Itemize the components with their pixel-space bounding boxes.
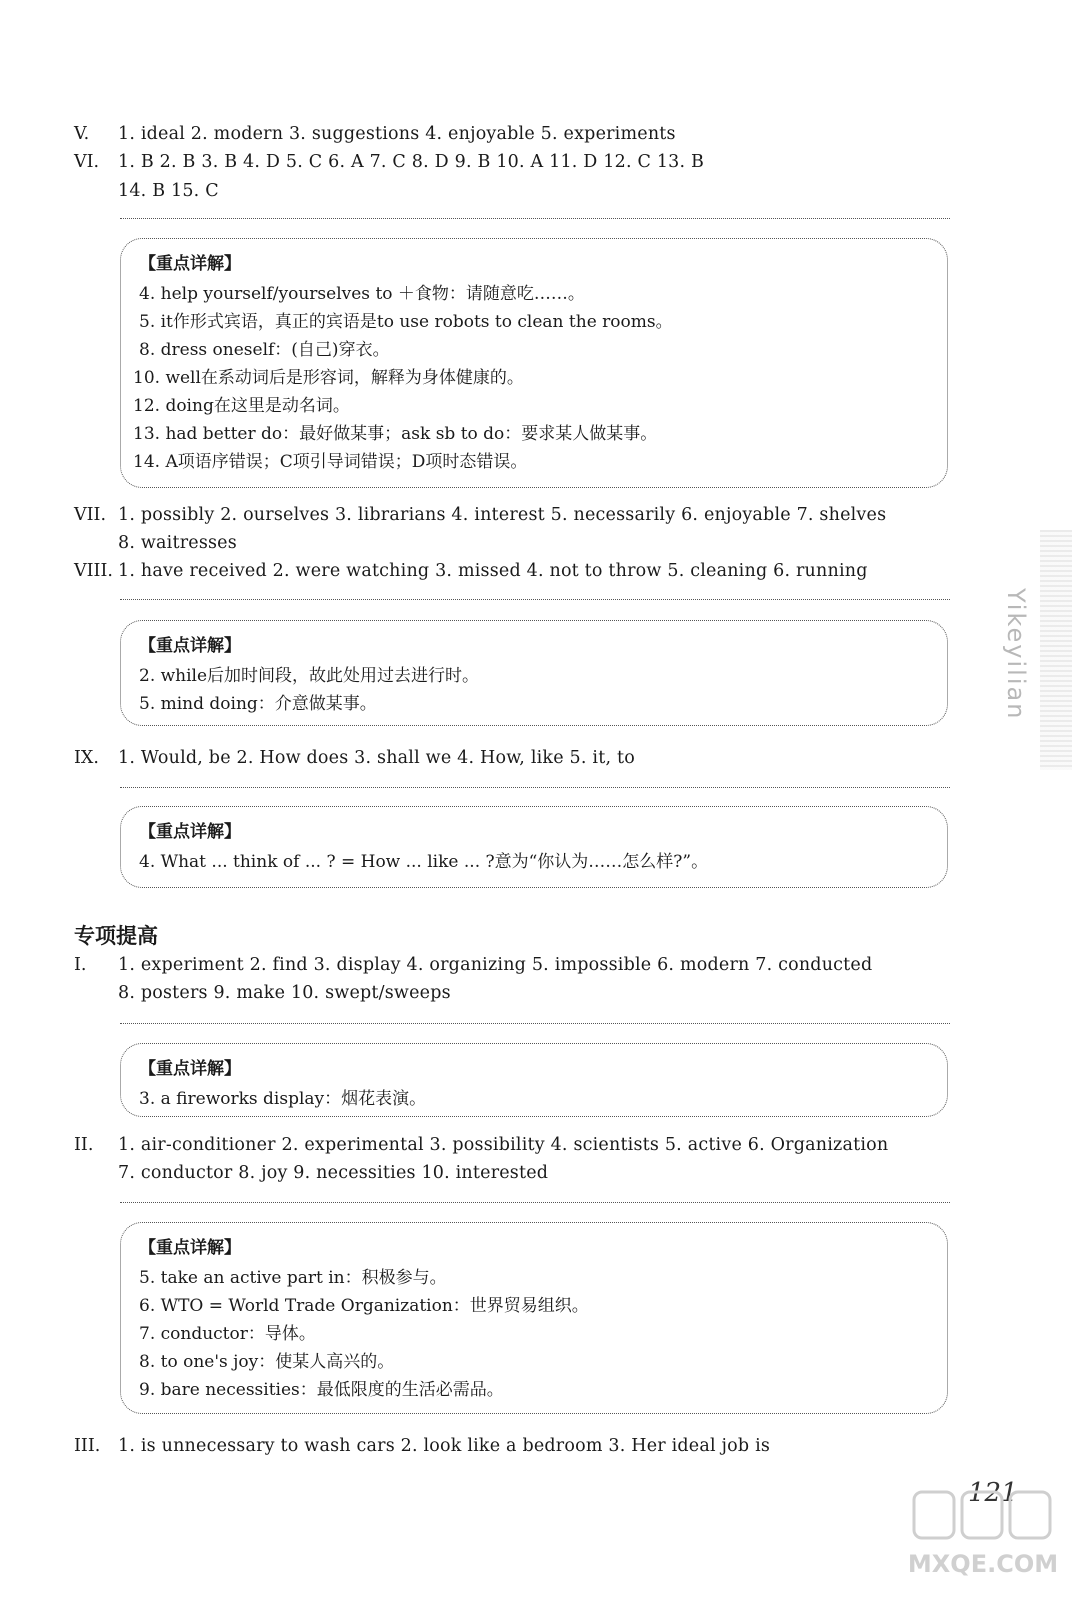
section-title: 专项提高 <box>74 924 158 948</box>
key-point-item: 9. bare necessities：最低限度的生活必需品。 <box>139 1380 504 1400</box>
section-label-v: V. <box>74 124 90 144</box>
key-point-item: 5. mind doing：介意做某事。 <box>139 694 377 714</box>
key-points-box <box>120 620 948 726</box>
answer-line-v: 1. ideal 2. modern 3. suggestions 4. enjoyable 5. experiments <box>118 124 676 144</box>
key-points-box <box>120 1222 948 1414</box>
key-point-item: 12. doing在这里是动名词。 <box>133 396 350 416</box>
key-points-title: 【重点详解】 <box>139 1238 241 1258</box>
side-watermark-text: Yikeyilian <box>1002 588 1030 721</box>
key-points-title: 【重点详解】 <box>139 636 241 656</box>
section-label-vi: VI. <box>74 152 100 172</box>
dotted-divider <box>120 218 950 219</box>
answer-line-ii-2: 7. conductor 8. joy 9. necessities 10. interested <box>118 1163 549 1183</box>
watermark-text: MXQE.COM <box>908 1550 1058 1578</box>
key-point-item: 8. to one's joy：使某人高兴的。 <box>139 1352 395 1372</box>
answer-line-vii-1: 1. possibly 2. ourselves 3. librarians 4. interest 5. necessarily 6. enjoyable 7. shelves <box>118 505 887 525</box>
key-point-item: 3. a fireworks display：烟花表演。 <box>139 1089 427 1109</box>
section-label-viii: VIII. <box>74 561 113 581</box>
answer-line-ix: 1. Would, be 2. How does 3. shall we 4. How, like 5. it, to <box>118 748 635 768</box>
key-points-title: 【重点详解】 <box>139 254 241 274</box>
key-points-box <box>120 1043 948 1117</box>
section-label-ix: IX. <box>74 748 99 768</box>
key-points-box <box>120 238 948 488</box>
key-point-item: 7. conductor：导体。 <box>139 1324 316 1344</box>
dotted-divider <box>120 599 950 600</box>
answer-line-vi-2: 14. B 15. C <box>118 181 219 201</box>
answer-line-iii: 1. is unnecessary to wash cars 2. look like a bedroom 3. Her ideal job is <box>118 1436 771 1456</box>
answer-line-ii-1: 1. air-conditioner 2. experimental 3. possibility 4. scientists 5. active 6. Organization <box>118 1135 889 1155</box>
dotted-divider <box>120 1202 950 1203</box>
answer-line-i-2: 8. posters 9. make 10. swept/sweeps <box>118 983 451 1003</box>
answer-line-viii: 1. have received 2. were watching 3. missed 4. not to throw 5. cleaning 6. running <box>118 561 868 581</box>
key-point-item: 13. had better do：最好做某事；ask sb to do：要求某人做某事。 <box>133 424 658 444</box>
page-number: 121 <box>968 1478 1018 1508</box>
answer-line-i-1: 1. experiment 2. find 3. display 4. organizing 5. impossible 6. modern 7. conducted <box>118 955 873 975</box>
section-label-i: I. <box>74 955 87 975</box>
key-point-item: 5. take an active part in：积极参与。 <box>139 1268 447 1288</box>
section-label-iii: III. <box>74 1436 101 1456</box>
key-point-item: 4. help yourself/yourselves to ＋食物：请随意吃……。 <box>139 284 585 304</box>
key-point-item: 10. well在系动词后是形容词，解释为身体健康的。 <box>133 368 524 388</box>
dotted-divider <box>120 787 950 788</box>
key-point-item: 8. dress oneself：(自己)穿衣。 <box>139 340 390 360</box>
answer-line-vii-2: 8. waitresses <box>118 533 237 553</box>
section-label-vii: VII. <box>74 505 107 525</box>
margin-texture <box>1040 530 1072 770</box>
watermark-logo-icon <box>908 1484 1058 1584</box>
section-label-ii: II. <box>74 1135 94 1155</box>
key-points-box <box>120 806 948 888</box>
key-point-item: 14. A项语序错误；C项引导词错误；D项时态错误。 <box>133 452 528 472</box>
key-point-item: 6. WTO = World Trade Organization：世界贸易组织。 <box>139 1296 589 1316</box>
answer-line-vi-1: 1. B 2. B 3. B 4. D 5. C 6. A 7. C 8. D 9. B 10. A 11. D 12. C 13. B <box>118 152 705 172</box>
key-points-title: 【重点详解】 <box>139 1059 241 1079</box>
key-points-title: 【重点详解】 <box>139 822 241 842</box>
key-point-item: 4. What ... think of ... ? = How ... like ... ?意为“你认为……怎么样?”。 <box>139 852 709 872</box>
dotted-divider <box>120 1023 950 1024</box>
key-point-item: 2. while后加时间段，故此处用过去进行时。 <box>139 666 480 686</box>
key-point-item: 5. it作形式宾语，真正的宾语是to use robots to clean the rooms。 <box>139 312 673 332</box>
